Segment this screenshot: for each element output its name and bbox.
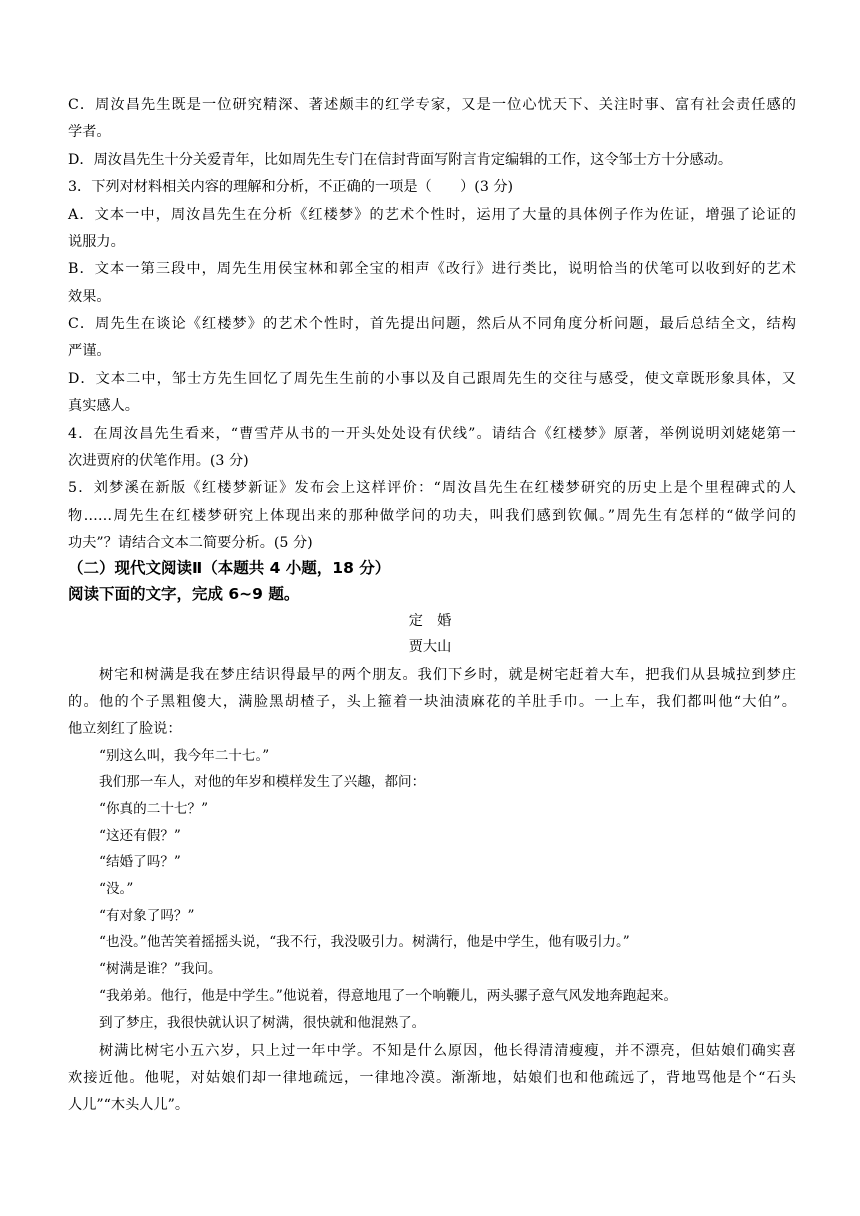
story-title: 定 婚 (408, 613, 452, 629)
dialogue-line: “没。” (99, 881, 134, 897)
dialogue-line: “你真的二十七？” (99, 801, 209, 817)
section-heading: （二）现代文阅读Ⅱ（本题共 4 小题，18 分） (68, 559, 391, 577)
q3-option-b-line-1: B．文本一第三段中，周先生用侯宝林和郭全宝的相声《改行》进行类比，说明恰当的伏笔可以收到好的艺术 (68, 261, 796, 277)
question-5-line-3: 功夫”？请结合文本二简要分析。(5 分) (68, 535, 313, 551)
reading-instruction: 阅读下面的文字，完成 6~9 题。 (68, 585, 300, 603)
question-3-stem: 3．下列对材料相关内容的理解和分析，不正确的一项是（ ）(3 分) (68, 179, 514, 195)
narration-line: 到了梦庄，我很快就认识了树满，很快就和他混熟了。 (99, 1015, 426, 1031)
question-5-line-1: 5．刘梦溪在新版《红楼梦新证》发布会上这样评价：“周汝昌先生在红楼梦研究的历史上是个里程碑式的人 (68, 480, 796, 496)
dialogue-line: “也没。”他苦笑着摇摇头说，“我不行，我没吸引力。树满行，他是中学生，他有吸引力。” (99, 934, 630, 950)
q3-option-b-line-2: 效果。 (68, 289, 111, 305)
story-author: 贾大山 (408, 639, 452, 655)
dialogue-line: “别这么叫，我今年二十七。” (99, 748, 270, 764)
dialogue-line: “这还有假？” (99, 828, 181, 844)
dialogue-line: “有对象了吗？” (99, 908, 195, 924)
q3-option-c-line-1: C．周先生在谈论《红楼梦》的艺术个性时，首先提出问题，然后从不同角度分析问题，最后总结全文，结构 (68, 316, 796, 332)
question-4-line-1: 4．在周汝昌先生看来，“曹雪芹从书的一开头处处设有伏线”。请结合《红楼梦》原著，举例说明刘姥姥第一 (68, 426, 796, 442)
dialogue-line: “结婚了吗？” (99, 854, 181, 870)
option-c-line-2: 学者。 (68, 124, 111, 140)
dialogue-line: “树满是谁？”我问。 (99, 961, 222, 977)
paragraph-1-line-1: 树宅和树满是我在梦庄结识得最早的两个朋友。我们下乡时，就是树宅赶着大车，把我们从县城拉到梦庄 (99, 667, 796, 683)
question-5-line-2: 物……周先生在红楼梦研究上体现出来的那种做学问的功夫，叫我们感到钦佩。”周先生有怎样的“做学问的 (68, 508, 796, 524)
q3-option-d-line-1: D．文本二中，邹士方先生回忆了周先生生前的小事以及自己跟周先生的交往与感受，使文章既形象具体，又 (68, 371, 796, 387)
q3-option-a-line-1: A．文本一中，周汝昌先生在分析《红楼梦》的艺术个性时，运用了大量的具体例子作为佐证，增强了论证的 (68, 207, 796, 223)
dialogue-line: “我弟弟。他行，他是中学生。”他说着，得意地甩了一个响鞭儿，两头骡子意气风发地奔跑起来。 (99, 988, 678, 1004)
paragraph-1-line-3: 他立刻红了脸说： (68, 721, 182, 737)
q3-option-a-line-2: 说服力。 (68, 234, 125, 250)
q3-option-d-line-2: 真实感人。 (68, 398, 139, 414)
paragraph-1-line-2: 的。他的个子黑粗傻大，满脸黑胡楂子，头上箍着一块油渍麻花的羊肚手巾。一上车，我们都叫他“大伯”。 (68, 694, 796, 710)
option-c-line-1: C．周汝昌先生既是一位研究精深、著述颇丰的红学专家，又是一位心忧天下、关注时事、富有社会责任感的 (68, 97, 796, 113)
paragraph-2-line-3: 人儿”“木头人儿”。 (68, 1097, 190, 1113)
paragraph-2-line-1: 树满比树宅小五六岁，只上过一年中学。不知是什么原因，他长得清清瘦瘦，并不漂亮，但姑娘们确实喜 (99, 1043, 796, 1059)
option-d-line: D．周汝昌先生十分关爱青年，比如周先生专门在信封背面写附言肯定编辑的工作，这令邹士方十分感动。 (68, 152, 733, 168)
paragraph-2-line-2: 欢接近他。他呢，对姑娘们却一律地疏远，一律地冷漠。渐渐地，姑娘们也和他疏远了，背地骂他是个“石头 (68, 1070, 796, 1086)
question-4-line-2: 次进贾府的伏笔作用。(3 分) (68, 453, 249, 469)
narration-line: 我们那一车人，对他的年岁和模样发生了兴趣，都问： (99, 774, 426, 790)
q3-option-c-line-2: 严谨。 (68, 343, 111, 359)
